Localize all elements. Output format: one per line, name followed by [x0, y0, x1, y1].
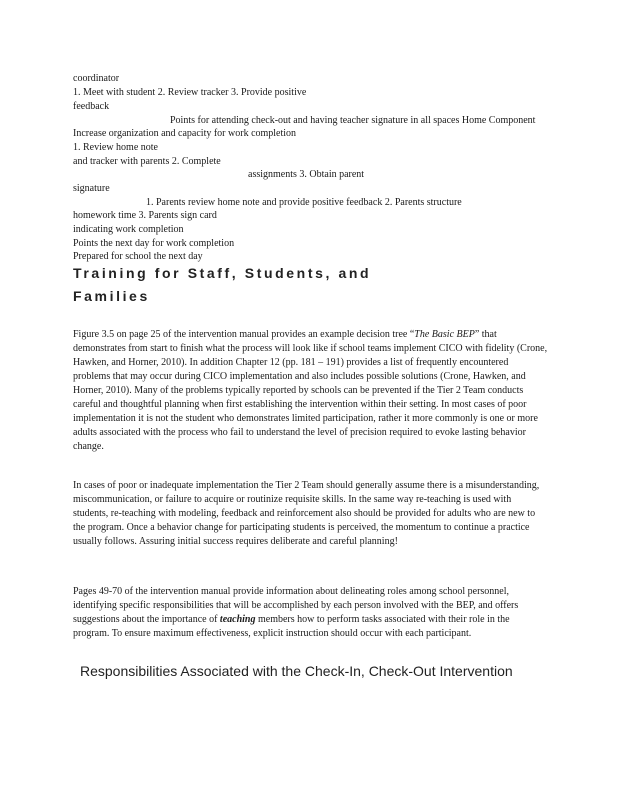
fragment-increase-organization: Increase organization and capacity for work completion — [73, 128, 297, 139]
fragment-feedback: feedback — [73, 101, 110, 112]
fragment-points-checkout: Points for attending check-out and having teacher signature in all spaces Home Component — [170, 115, 536, 126]
fragment-tracker-parents: and tracker with parents 2. Complete — [73, 156, 221, 167]
paragraph-decision-tree — [73, 328, 548, 454]
paragraph-roles — [73, 585, 548, 641]
paragraph-1-start: Figure 3.5 on page 25 of the intervention manual provides an example decision tree “ — [73, 329, 415, 340]
fragment-points-next-day: Points the next day for work completion — [73, 238, 235, 249]
fragment-steps-student: 1. Meet with student 2. Review tracker 3. Provide positive — [73, 87, 307, 98]
paragraph-poor-implementation — [73, 479, 548, 549]
paragraph-1-rest: ” that demonstrates from start to finish what the process will look like if school teams implement CICO with fidelity (Crone, Hawken, and Horner, 2010). In addition Chapter 12 (pp. 181 – 191) provides a list of frequently encountered problems that may occur during CICO implementation and also includes possible solutions (Crone, Hawken, and Horner, 2010). Many of the problems typically reported by schools can be prevented if the Tier 2 Team conducts careful and thoughtful planning when first establishing the intervention within their setting. In most cases of poor implementation it is not the student who demonstrates limited participation, rather it more commonly is one or more adults associated with the process who fail to understand the level of precision required to evoke lasting behavior change. — [73, 329, 548, 452]
basic-bep-title: The Basic BEP — [414, 329, 475, 340]
fragment-review-home-note: 1. Review home note — [73, 142, 158, 153]
fragment-assignments: assignments 3. Obtain parent — [248, 169, 365, 180]
section-title: Responsibilities Associated with the Check-In, Check-Out Intervention — [80, 663, 513, 679]
fragment-coordinator: coordinator — [73, 73, 120, 84]
heading-line-1: Training for Staff, Students, and — [73, 265, 372, 281]
paragraph-2-text: In cases of poor or inadequate implementation the Tier 2 Team should generally assume there is a misunderstanding, miscommunication, or failure to acquire or routinize requisite skills. In the same way re-teaching is used with students, re-teaching with modeling, feedback and reinforcement also should be provided for adults who are new to the program. Once a behavior change for participating students is perceived, the momentum to continue a practice usually follows. Assuring initial success requires deliberate and careful planning! — [73, 480, 540, 547]
fragment-signature: signature — [73, 183, 110, 194]
fragment-parents-review: 1. Parents review home note and provide positive feedback 2. Parents structure — [146, 197, 462, 208]
fragment-homework-time: homework time 3. Parents sign card — [73, 210, 217, 221]
heading-line-2: Families — [73, 288, 150, 304]
teaching-emphasis: teaching — [219, 614, 256, 625]
paragraph-3-start: Pages 49-70 of the intervention manual provide information about delineating roles among school personnel, identifying specific responsibilities that will be accomplished by each person involved with the BEP, and offers suggestions about the importance of — [73, 586, 519, 625]
paragraph-3-rest: members how to perform tasks associated with their role in the program. To ensure maximum effectiveness, explicit instruction should occur with each participant. — [73, 614, 510, 639]
fragment-prepared-school: Prepared for school the next day — [73, 251, 203, 262]
fragment-indicating-completion: indicating work completion — [73, 224, 184, 235]
